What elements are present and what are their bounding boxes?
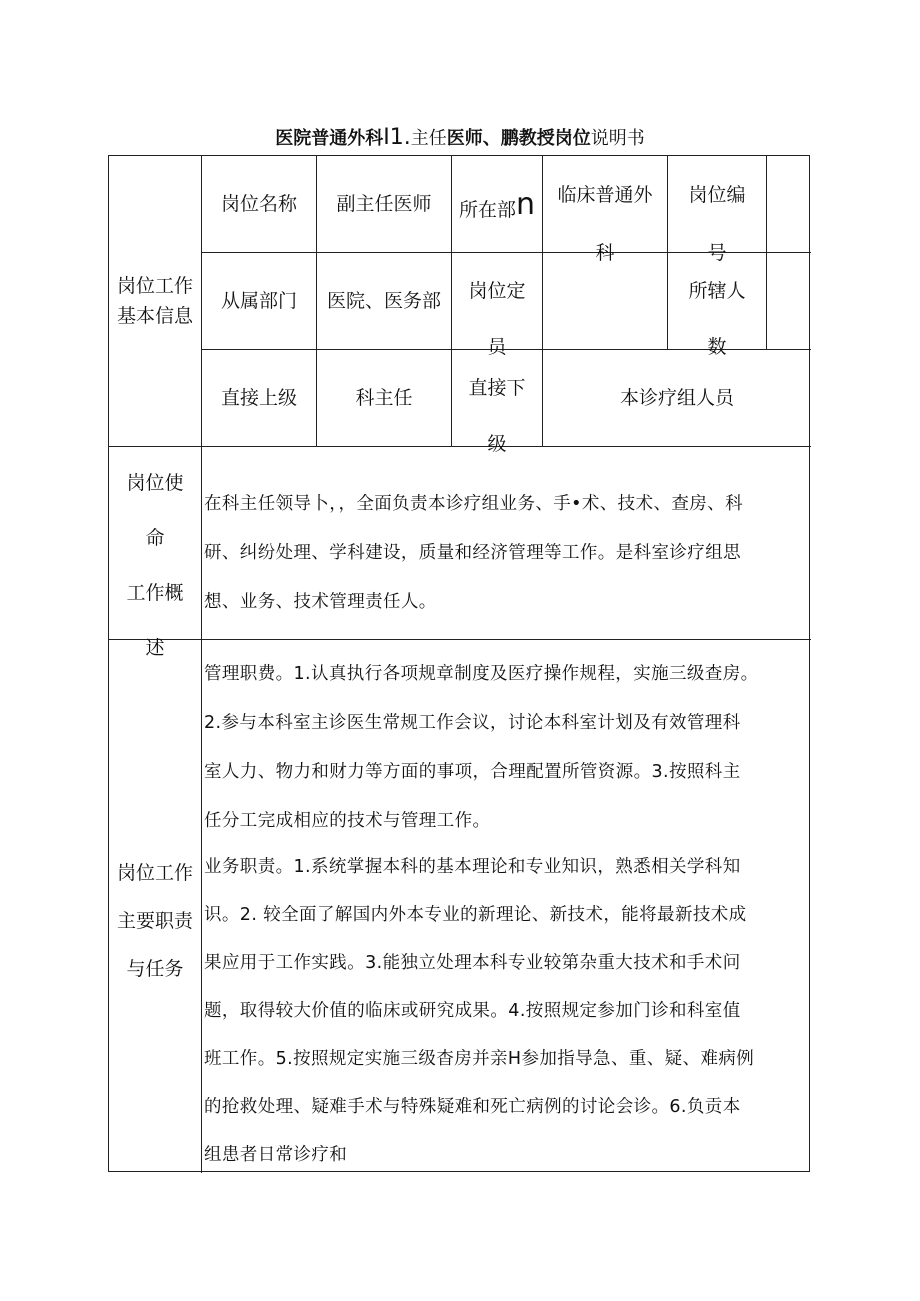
department-label-glyph: n (516, 187, 536, 222)
title-part-3: 主任 (410, 128, 447, 149)
title-part-2: I1. (383, 125, 411, 150)
direct-superior-label: 直接上级 (220, 387, 297, 409)
direct-subordinate-label (452, 360, 542, 472)
department-value-line-2: 科 (595, 242, 615, 264)
department-label-text: 所在部 (458, 199, 516, 221)
duties-label-line-1: 岗位工作 (116, 862, 193, 884)
direct-subordinate-label-line-2: 级 (487, 433, 507, 455)
duties-line-6: 识。2. 较全面了解国内外本专业的新理论、新技术，能将最新技术成 (204, 905, 747, 925)
duties-line-2: 2.参与本科室主诊医生常规工作会议，讨论本科室计划及有效管理科 (204, 713, 741, 733)
duties-line-7: 果应用于工作实践。3.能独立处理本科专业较第杂重大技术和手术问 (204, 953, 741, 973)
job-description-table (108, 155, 810, 1172)
staffing-label (452, 263, 542, 375)
duties-line-10: 的抢救处理、疑难手术与特殊疑难和死亡病例的讨论会诊。6.负贡本 (204, 1097, 741, 1117)
department-label (452, 187, 542, 234)
basic-info-label-line-2: 基本信息 (116, 305, 193, 327)
mission-line-3: 想、业务、技术管理责任人。 (204, 592, 437, 612)
mission-label-line-3: 工作概 (126, 582, 184, 604)
subordinate-count-value (767, 253, 811, 349)
post-name-value: 副主任医师 (336, 193, 432, 215)
mission-line-1: 在科主任领导卜，，全面负责本诊疗组业务、手•术、技术、查房、科 (204, 494, 743, 514)
subordinate-count-label-line-1: 所辖人 (688, 280, 746, 302)
basic-info-label-line-1: 岗位工作 (116, 275, 193, 297)
department-value-line-1: 临床普通外 (557, 184, 653, 206)
title-part-1: 医院普通外科 (275, 128, 384, 149)
duties-line-3: 室人力、物力和财力等方面的事项，合理配置所管资源。3.按照科主 (204, 762, 741, 782)
parent-department-label: 从属部门 (220, 290, 297, 312)
title-part-5: 说明书 (590, 128, 645, 149)
basic-info-label (109, 156, 201, 446)
post-number-label-line-1: 岗位编 (688, 184, 746, 206)
duties-line-9: 班工作。5.按照规定实施三级杳房并亲H参加指导急、重、疑、难病例 (204, 1049, 755, 1069)
parent-department-value: 医院、医务部 (326, 290, 441, 312)
duties-line-8: 题，取得较大价值的临床或研究成果。4.按照规定参加门诊和科室值 (204, 1001, 741, 1021)
mission-line-2: 研、纠纷处理、学科建设，质量和经济管理等工作。是科室诊疗组思 (204, 543, 741, 563)
post-number-value (767, 156, 811, 252)
title-part-4: 医师、鹏教授岗位 (446, 128, 591, 149)
duties-line-11: 组患者日常诊疗和 (204, 1145, 348, 1165)
staffing-value (543, 253, 667, 349)
direct-subordinate-value: 本诊疗组人员 (619, 387, 734, 409)
direct-superior-value: 科主任 (355, 387, 413, 409)
divider-mission-duties (109, 639, 811, 640)
duties-line-4: 任分工完成相应的技术与管理工作。 (204, 811, 491, 831)
staffing-label-line-1: 岗位定 (468, 280, 526, 302)
direct-subordinate-label-line-1: 直接下 (468, 377, 526, 399)
mission-label-line-2: 命 (145, 527, 165, 549)
mission-label (109, 456, 201, 676)
post-name-label: 岗位名称 (220, 193, 297, 215)
duties-line-1: 管理职费。1.认真执行各项规章制度及医疗操作规程，实施三级查房。 (204, 664, 759, 684)
duties-line-5: 业务职责。1.系统掌握本科的基本理论和专业知识，熟悉相关学科知 (204, 857, 741, 877)
subordinate-count-label-line-2: 数 (707, 336, 727, 358)
document-title (0, 124, 920, 150)
mission-label-line-1: 岗位使 (126, 472, 184, 494)
mission-label-line-4: 述 (145, 637, 165, 659)
duties-label-line-3: 与任务 (126, 958, 184, 980)
staffing-label-line-2: 员 (487, 336, 507, 358)
duties-label-line-2: 主要职责 (116, 910, 193, 932)
post-number-label-line-2: 号 (707, 242, 727, 264)
duties-label (109, 849, 201, 993)
